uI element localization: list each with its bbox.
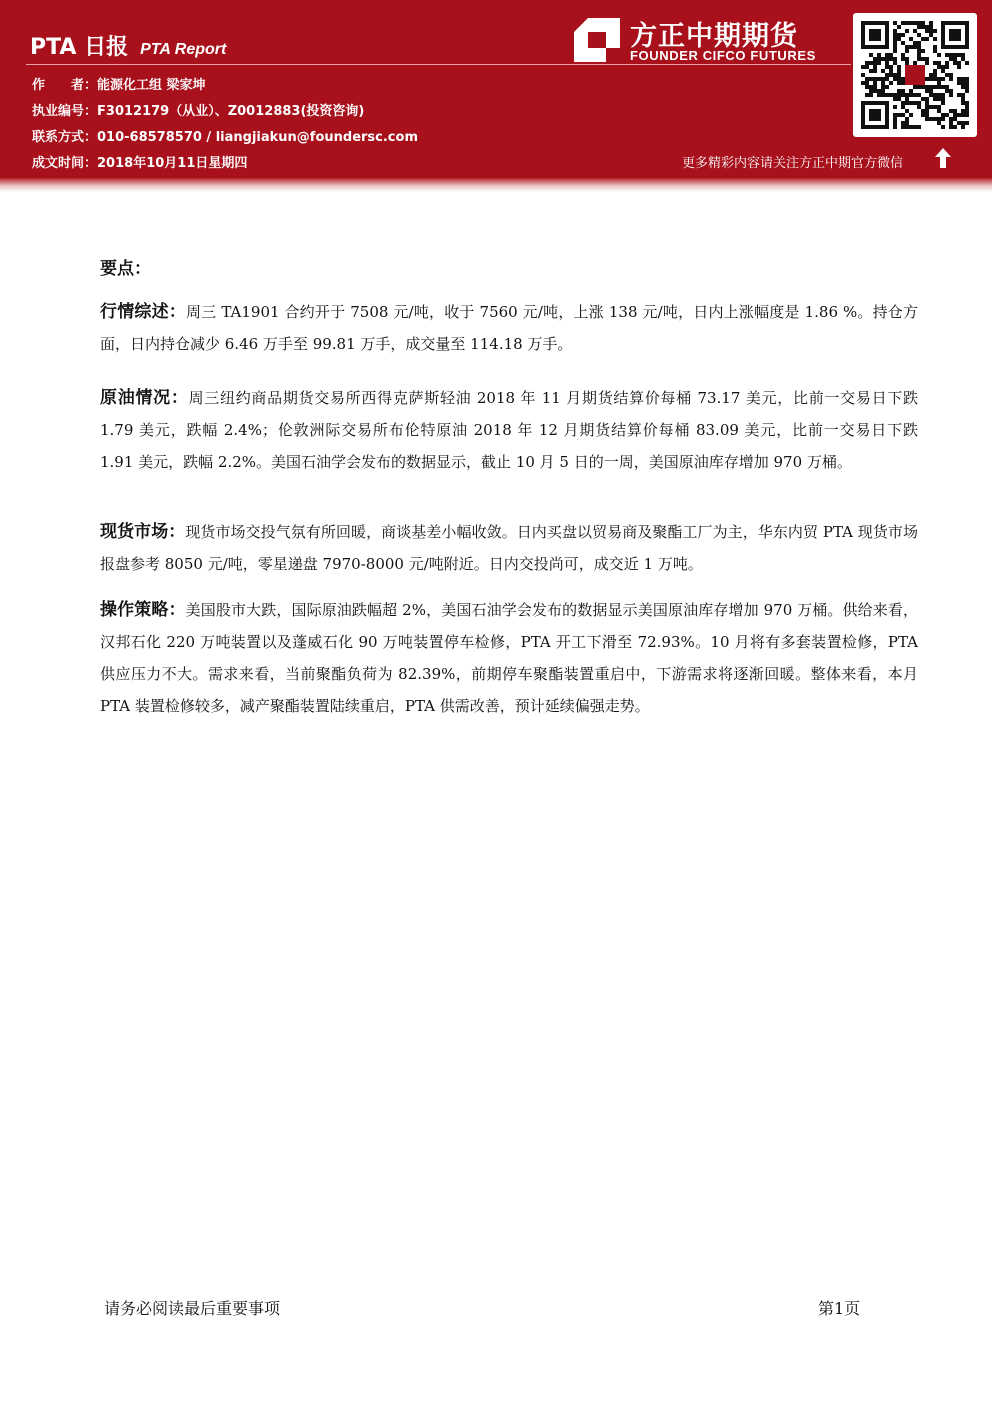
follow-wechat-text: 更多精彩内容请关注方正中期官方微信: [682, 156, 904, 171]
company-logo: [574, 14, 834, 66]
logo-mark-icon: [574, 18, 620, 62]
date-label: 成文时间：: [32, 156, 98, 171]
page-number: 第1页: [818, 1299, 861, 1318]
section-text: 美国股市大跌，国际原油跌幅超 2%，美国石油学会发布的数据显示美国原油库存增加 970 万桶。供给来看，汉邦石化 220 万吨装置以及蓬威石化 90 万吨装置停车检修，PTA 开工下滑至 72.93%。10 月将有多套装置检修，PTA 供应压力不大。需求来看，当前聚酯负荷为 82.39%，前期停车聚酯装置重启中，下游需求将逐渐回暖。整体来看，本月 PTA 装置检修较多，减产聚酯装置陆续重启，PTA 供需改善，预计延续偏强走势。: [100, 601, 918, 715]
contact-line: [32, 126, 418, 145]
section-strategy: [100, 594, 918, 722]
wechat-qr-code: [853, 13, 977, 137]
report-header: [0, 0, 992, 178]
contact-value: 010-68578570 / liangjiakun@foundersc.com: [97, 130, 418, 145]
license-line: [32, 100, 364, 119]
author-label: 作 者：: [32, 78, 98, 93]
section-label: 操作策略：: [100, 600, 186, 620]
license-label: 执业编号：: [32, 104, 98, 119]
section-spot-market: [100, 516, 918, 580]
license-value: F3012179（从业）、Z0012883(投资咨询): [97, 104, 365, 119]
author-value: 能源化工组 梁家坤: [97, 78, 206, 93]
section-text: 周三纽约商品期货交易所西得克萨斯轻油 2018 年 11 月期货结算价每桶 73.17 美元，比前一交易日下跌 1.79 美元，跌幅 2.4%；伦敦洲际交易所布伦特原油 2018 年 12 月期货结算价每桶 83.09 美元，比前一交易日下跌 1.91 美元，跌幅 2.2%。美国石油学会发布的数据显示，截止 10 月 5 日的一周，美国原油库存增加 970 万桶。: [100, 389, 918, 471]
section-text: 现货市场交投气氛有所回暖，商谈基差小幅收敛。日内买盘以贸易商及聚酯工厂为主，华东内贸 PTA 现货市场报盘参考 8050 元/吨，零星递盘 7970-8000 元/吨附近。日内交投尚可，成交近 1 万吨。: [100, 523, 919, 573]
date-line: [32, 152, 247, 171]
footer-notice: 请务必阅读最后重要事项: [104, 1299, 281, 1318]
title-main: PTA 日报: [30, 35, 129, 60]
report-title: [30, 30, 226, 61]
header-fade: [0, 178, 992, 192]
keypoints-heading: 要点：: [100, 259, 151, 279]
logo-english-name: FOUNDER CIFCO FUTURES: [630, 48, 816, 63]
logo-chinese-name: 方正中期期货: [630, 21, 798, 52]
author-line: [32, 74, 206, 93]
section-text: 周三 TA1901 合约开于 7508 元/吨，收于 7560 元/吨，上涨 138 元/吨，日内上涨幅度是 1.86 %。持仓方面，日内持仓减少 6.46 万手至 99.81 万手，成交量至 114.18 万手。: [100, 303, 919, 353]
arrow-up-icon: [935, 148, 951, 168]
contact-label: 联系方式：: [32, 130, 98, 145]
section-label: 行情综述：: [100, 302, 186, 322]
title-sub: PTA Report: [140, 41, 227, 58]
date-value: 2018年10月11日星期四: [97, 156, 248, 171]
section-label: 原油情况：: [100, 388, 189, 408]
section-label: 现货市场：: [100, 522, 186, 542]
section-crude-oil: [100, 382, 918, 478]
section-market-review: [100, 296, 918, 360]
qr-code-icon: [861, 21, 969, 129]
